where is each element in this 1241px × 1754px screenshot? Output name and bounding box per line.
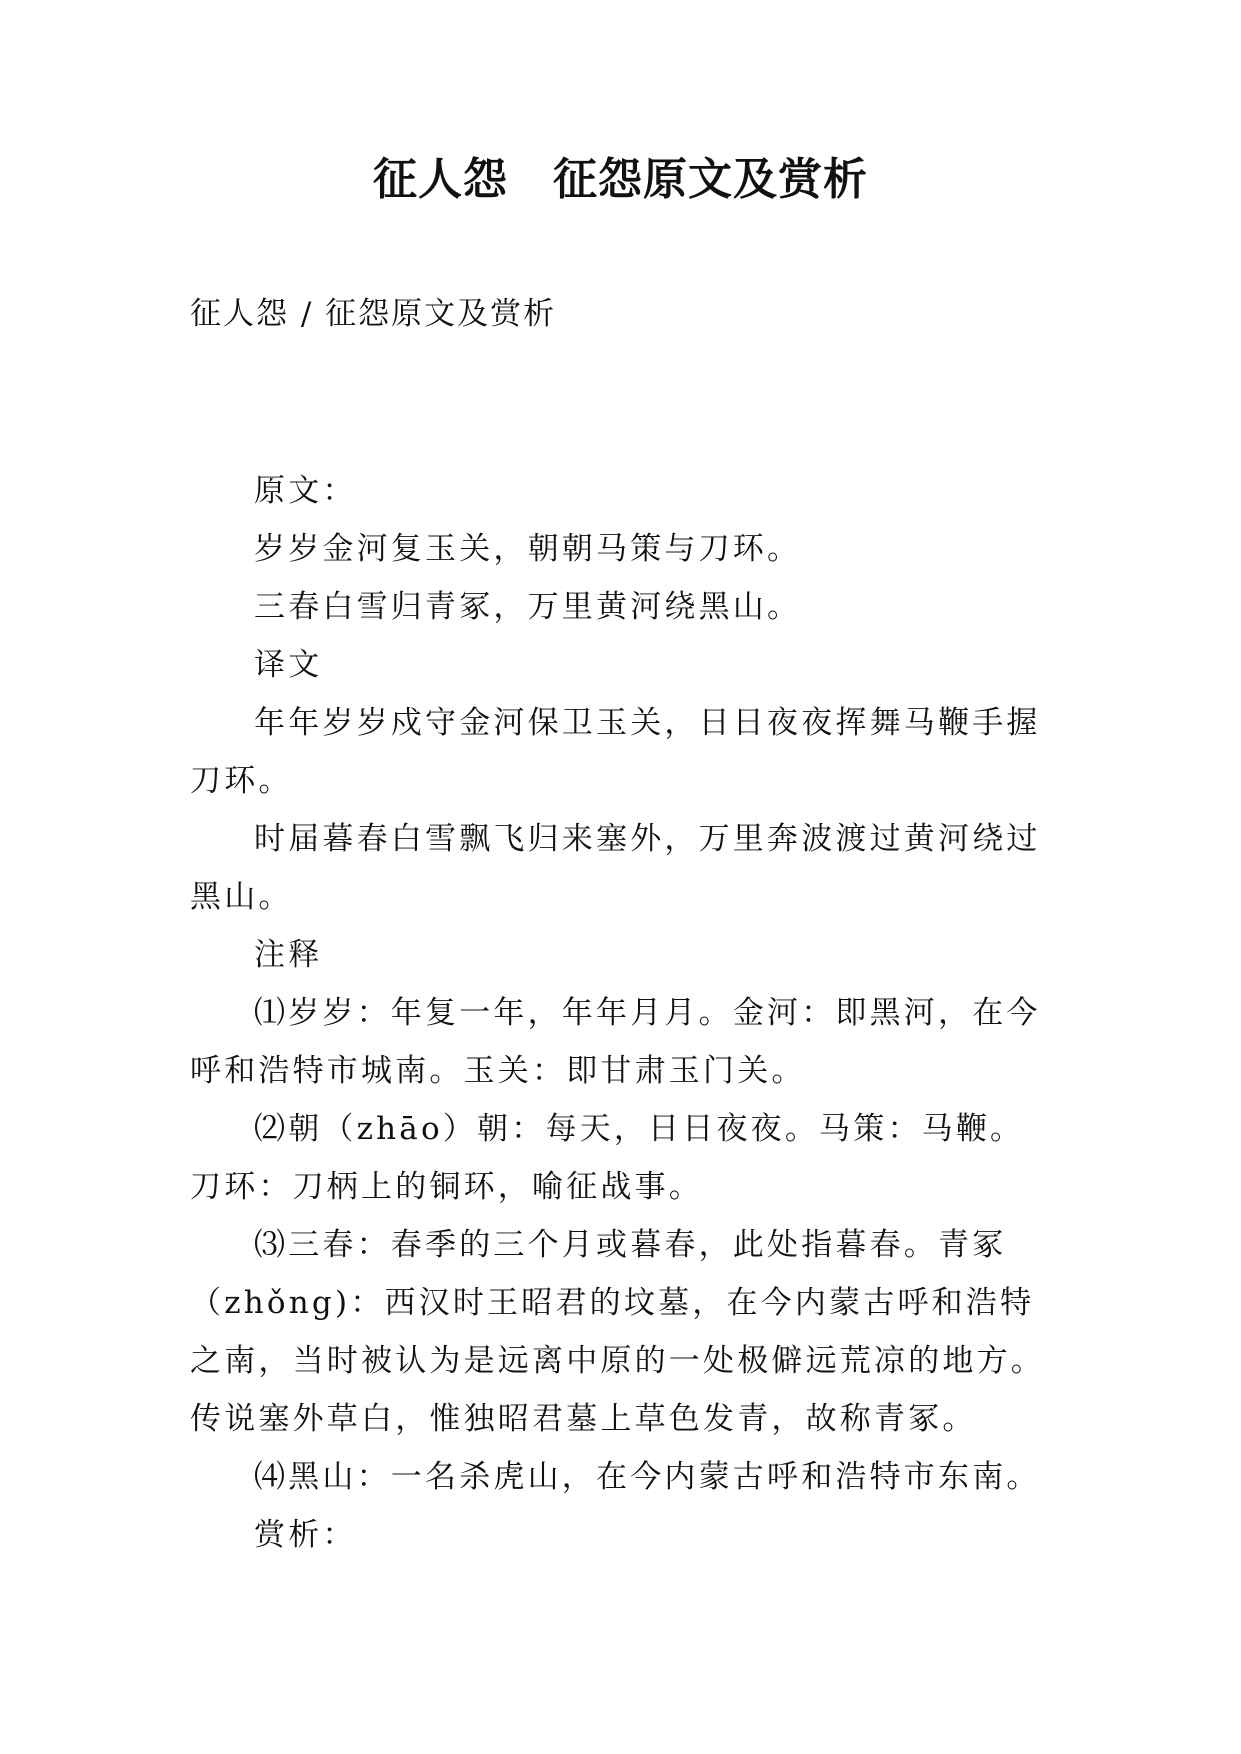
document-body bbox=[190, 462, 1050, 1564]
note-2: ⑵朝（zhāo）朝：每天，日日夜夜。马策：马鞭。刀环：刀柄上的铜环，喻征战事。 bbox=[190, 1111, 1025, 1205]
breadcrumb: 征人怨 / 征怨原文及赏析 bbox=[190, 296, 557, 332]
section-heading-original: 原文： bbox=[254, 473, 357, 509]
note-3: ⑶三春：春季的三个月或暮春，此处指暮春。青冢（zhǒng)：西汉时王昭君的坟墓，在今内蒙古呼和浩特之南，当时被认为是远离中原的一处极僻远荒凉的地方。传说塞外草白，惟独昭君墓上草色发青，故称青冢。 bbox=[190, 1227, 1045, 1437]
poem-line-2: 三春白雪归青冢，万里黄河绕黑山。 bbox=[254, 589, 802, 625]
translation-paragraph-1: 年年岁岁戍守金河保卫玉关，日日夜夜挥舞马鞭手握刀环。 bbox=[190, 705, 1041, 799]
note-4: ⑷黑山：一名杀虎山，在今内蒙古呼和浩特市东南。 bbox=[254, 1459, 1041, 1495]
section-heading-appreciation: 赏析： bbox=[254, 1517, 357, 1553]
page-title: 征人怨 征怨原文及赏析 bbox=[373, 154, 868, 205]
poem-line-1: 岁岁金河复玉关，朝朝马策与刀环。 bbox=[254, 531, 802, 567]
section-heading-notes: 注释 bbox=[254, 937, 323, 973]
translation-paragraph-2: 时届暮春白雪飘飞归来塞外，万里奔波渡过黄河绕过黑山。 bbox=[190, 821, 1041, 915]
note-1: ⑴岁岁：年复一年，年年月月。金河：即黑河，在今呼和浩特市城南。玉关：即甘肃玉门关。 bbox=[190, 995, 1041, 1089]
section-heading-translation: 译文 bbox=[254, 647, 323, 683]
